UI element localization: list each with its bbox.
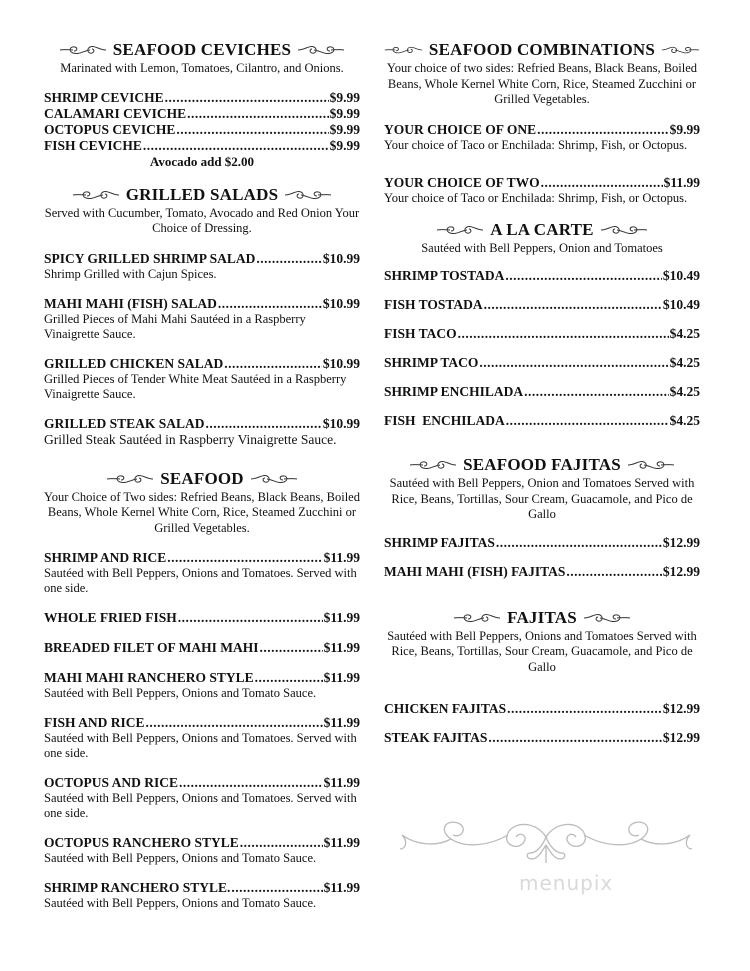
menu-item [44, 775, 360, 821]
item-name: CHICKEN FAJITAS [384, 701, 507, 716]
item-name: MAHI MAHI RANCHERO STYLE [44, 670, 254, 685]
item-price: $11.99 [323, 550, 360, 565]
item-price: $11.99 [663, 174, 700, 190]
section-header [44, 469, 360, 489]
flourish-right-icon [627, 458, 675, 472]
item-description: Sautéed with Bell Peppers, Onions and Tomato Sauce. [44, 686, 317, 700]
flourish-left-icon [59, 43, 107, 57]
menu-item [44, 106, 360, 122]
decorative-flourish-icon [396, 815, 696, 870]
flourish-left-icon [106, 472, 154, 486]
menu-item [44, 296, 360, 342]
item-price: $12.99 [662, 701, 700, 716]
item-name: FISH CEVICHE [44, 137, 142, 153]
section-description: Marinated with Lemon, Tomatoes, Cilantro, and Onions. [60, 61, 344, 75]
item-name: OCTOPUS RANCHERO STYLE [44, 835, 239, 850]
menu-item [44, 416, 360, 447]
avocado-note: Avocado add $2.00 [149, 153, 255, 169]
item-name: WHOLE FRIED FISH [44, 610, 177, 625]
item-price: $4.25 [669, 413, 700, 428]
menu-item [44, 122, 360, 138]
item-description: Your choice of Taco or Enchilada: Shrimp, Fish, or Octopus. [384, 190, 688, 205]
item-description: Grilled Pieces of Tender White Meat Sautéed in a Raspberry Vinaigrette Sauce. [44, 371, 347, 401]
item-name: BREADED FILET OF MAHI MAHI [44, 640, 259, 655]
section-title: GRILLED SALADS [125, 184, 279, 204]
section-description: Sautéed with Bell Peppers, Onions and Tomatoes Served with Rice, Beans, Tortillas, Sour Cream, Guacamole, and Pico de Gallo [387, 628, 697, 674]
item-price: $10.99 [322, 415, 360, 431]
menu-item [44, 251, 360, 282]
item-price: $9.99 [329, 137, 360, 153]
item-name: SHRIMP ENCHILADA [384, 384, 524, 399]
menu-item [44, 138, 360, 154]
section-title: SEAFOOD FAJITAS [463, 455, 621, 474]
item-description: Sautéed with Bell Peppers, Onions and Tomatoes. Served with one side. [44, 731, 357, 760]
right-column [384, 40, 700, 746]
item-name: SHRIMP TACO [384, 355, 479, 370]
item-price: $12.99 [662, 534, 700, 550]
menu-item [384, 326, 700, 342]
section-description: Sautéed with Bell Peppers, Onion and Tomatoes [421, 240, 663, 255]
item-name: YOUR CHOICE OF TWO [384, 174, 540, 190]
item-price: $9.99 [329, 105, 360, 121]
item-name: SHRIMP TOSTADA [384, 268, 505, 283]
flourish-left-icon [409, 458, 457, 472]
menu-item [44, 550, 360, 596]
section-header [384, 220, 700, 240]
section-header [44, 185, 360, 205]
item-description: Grilled Pieces of Mahi Mahi Sautéed in a Raspberry Vinaigrette Sauce. [44, 311, 306, 341]
item-name: FISH AND RICE [44, 715, 145, 730]
section-seafood-ceviches [44, 40, 360, 170]
section-title: FAJITAS [507, 607, 577, 627]
item-description: Grilled Steak Sautéed in Raspberry Vinaigrette Sauce. [44, 431, 337, 447]
section-description: Sautéed with Bell Peppers, Onion and Tomatoes Served with Rice, Beans, Tortillas, Sour Cream, Guacamole, and Pico de Gallo [389, 476, 695, 521]
menu-item [384, 535, 700, 551]
menu-item [384, 384, 700, 400]
menu-item [44, 670, 360, 701]
section-title: A LA CARTE [490, 219, 594, 239]
item-price: $11.99 [323, 835, 360, 850]
item-name: CALAMARI CEVICHE [44, 105, 187, 121]
item-price: $10.49 [662, 268, 700, 283]
section-header [384, 40, 700, 60]
menu-item [384, 268, 700, 284]
menu-item [384, 355, 700, 371]
menu-item [44, 356, 360, 402]
menu-item [44, 610, 360, 626]
item-price: $12.99 [662, 563, 700, 579]
item-price: $11.99 [323, 775, 360, 790]
flourish-right-icon [284, 188, 332, 202]
section-description: Your Choice of Two sides: Refried Beans, Black Beans, Boiled Beans, Whole Kernel White Corn, Rice, Steamed Zucchini or Grilled Vegetables. [44, 489, 360, 535]
section-header [384, 455, 700, 475]
item-price: $9.99 [669, 121, 700, 137]
menu-item [44, 715, 360, 761]
item-description: Sautéed with Bell Peppers, Onions and Tomatoes. Served with one side. [44, 791, 357, 820]
item-name: GRILLED CHICKEN SALAD [44, 355, 224, 371]
item-name: MAHI MAHI (FISH) FAJITAS [384, 563, 566, 579]
item-name: OCTOPUS AND RICE [44, 775, 179, 790]
item-price: $11.99 [323, 670, 360, 685]
menu-item [384, 122, 700, 153]
item-price: $10.99 [322, 250, 360, 266]
item-name: FISH TACO [384, 326, 457, 341]
menu-item [384, 730, 700, 746]
item-name: SHRIMP AND RICE [44, 550, 167, 565]
item-name: FISH ENCHILADA [384, 413, 505, 428]
section-header [44, 40, 360, 60]
item-price: $11.99 [323, 640, 360, 655]
item-price: $9.99 [329, 89, 360, 105]
flourish-left-icon [436, 223, 484, 237]
menu-item [44, 880, 360, 911]
item-name: GRILLED STEAK SALAD [44, 415, 205, 431]
item-description: Sautéed with Bell Peppers, Onions and Tomato Sauce. [44, 851, 317, 865]
section-description: Served with Cucumber, Tomato, Avocado and Red Onion Your Choice of Dressing. [44, 205, 360, 235]
flourish-right-icon [583, 611, 631, 625]
menu-item [384, 413, 700, 429]
flourish-left-icon [72, 188, 120, 202]
item-price: $11.99 [323, 610, 360, 625]
item-name: OCTOPUS CEVICHE [44, 121, 176, 137]
item-name: STEAK FAJITAS [384, 730, 488, 745]
section-fajitas [384, 608, 700, 747]
section-header [384, 608, 700, 628]
item-name: YOUR CHOICE OF ONE [384, 121, 537, 137]
menu-item [44, 835, 360, 866]
flourish-right-icon [661, 43, 700, 57]
section-title: SEAFOOD CEVICHES [112, 40, 292, 59]
section-seafood-combinations [384, 40, 700, 206]
section-a-la-carte [384, 220, 700, 430]
menu-item [384, 175, 700, 206]
item-price: $11.99 [323, 880, 360, 895]
item-name: SHRIMP CEVICHE [44, 89, 164, 105]
item-name: MAHI MAHI (FISH) SALAD [44, 295, 217, 311]
item-price: $4.25 [669, 384, 700, 399]
section-seafood [44, 469, 360, 912]
item-description: Shrimp Grilled with Cajun Spices. [44, 266, 217, 281]
section-title: SEAFOOD COMBINATIONS [428, 40, 656, 59]
item-name: SHRIMP FAJITAS [384, 534, 495, 550]
flourish-right-icon [250, 472, 298, 486]
menu-item [44, 90, 360, 106]
section-seafood-fajitas [384, 455, 700, 580]
flourish-left-icon [384, 43, 423, 57]
item-price: $10.49 [662, 297, 700, 312]
item-name: SHRIMP RANCHERO STYLE. [44, 880, 231, 895]
menu-item [384, 564, 700, 580]
item-price: $12.99 [662, 730, 700, 745]
flourish-left-icon [453, 611, 501, 625]
item-list [44, 90, 360, 154]
item-price: $10.99 [322, 295, 360, 311]
watermark: menupix [519, 871, 614, 895]
flourish-right-icon [297, 43, 345, 57]
section-grilled-salads [44, 185, 360, 447]
section-description: Your choice of two sides: Refried Beans, Black Beans, Boiled Beans, Whole Kernel White Corn, Rice, Steamed Zucchini or Grilled Vegetables. [386, 61, 698, 106]
item-price: $11.99 [323, 715, 360, 730]
item-description: Sautéed with Bell Peppers, Onions and Tomato Sauce. [44, 896, 317, 910]
item-name: SPICY GRILLED SHRIMP SALAD [44, 250, 256, 266]
item-description: Sautéed with Bell Peppers, Onions and Tomatoes. Served with one side. [44, 566, 357, 595]
item-price: $4.25 [669, 326, 700, 341]
item-price: $9.99 [329, 121, 360, 137]
item-description: Your choice of Taco or Enchilada: Shrimp, Fish, or Octopus. [384, 137, 688, 152]
item-price: $4.25 [669, 355, 700, 370]
item-price: $10.99 [322, 355, 360, 371]
item-name: FISH TOSTADA [384, 297, 483, 312]
menu-item [44, 640, 360, 656]
left-column [44, 40, 360, 911]
flourish-right-icon [600, 223, 648, 237]
section-title: SEAFOOD [160, 468, 244, 488]
menu-item [384, 701, 700, 717]
menu-item [384, 297, 700, 313]
